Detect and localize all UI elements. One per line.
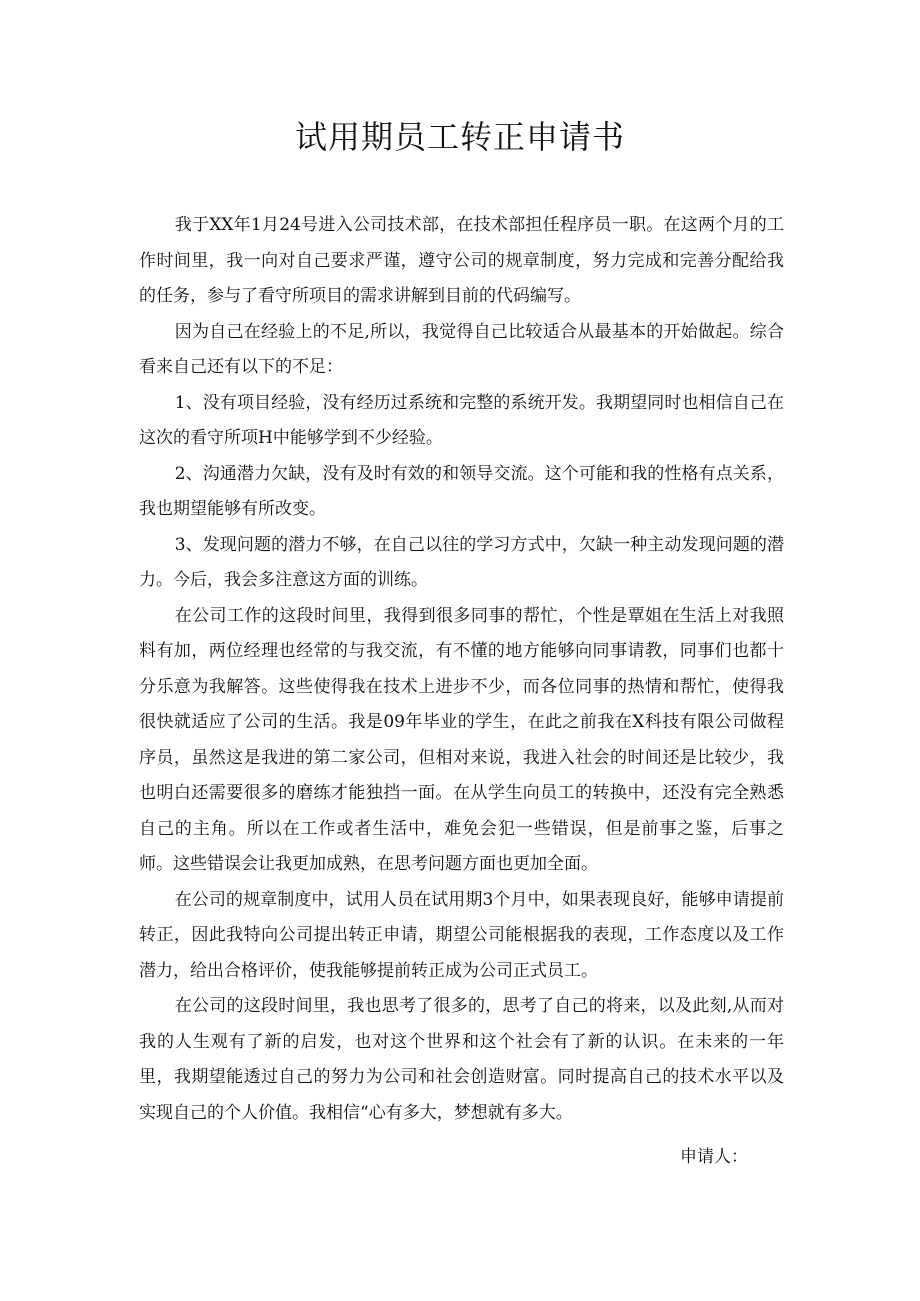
document-body bbox=[139, 208, 784, 1131]
paragraph-shortcoming-1: 1、没有项目经验，没有经历过系统和完整的系统开发。我期望同时也相信自己在这次的看守所项H中能够学到不少经验。 bbox=[139, 392, 784, 448]
paragraph-shortcoming-3: 3、发现问题的潜力不够，在自己以往的学习方式中，欠缺一种主动发现问题的潜力。今后，我会多注意这方面的训练。 bbox=[139, 534, 784, 590]
paragraph-shortcoming-2: 2、沟通潜力欠缺，没有及时有效的和领导交流。这个可能和我的性格有点关系，我也期望能够有所改变。 bbox=[139, 463, 784, 519]
paragraph-intro: 我于XX年1月24号进入公司技术部，在技术部担任程序员一职。在这两个月的工作时间里，我一向对自己要求严谨，遵守公司的规章制度，努力完成和完善分配给我的任务，参与了看守所项目的需求讲解到目前的代码编写。 bbox=[139, 215, 784, 306]
paragraph-application: 在公司的规章制度中，试用人员在试用期3个月中，如果表现良好，能够申请提前转正，因此我特向公司提出转正申请，期望公司能根据我的表现，工作态度以及工作潜力，给出合格评价，使我能够提前转正成为公司正式员工。 bbox=[139, 889, 784, 981]
paragraph-conclusion: 在公司的这段时间里，我也思考了很多的，思考了自己的将来，以及此刻,从而对我的人生观有了新的启发，也对这个世界和这个社会有了新的认识。在未来的一年里，我期望能透过自己的努力为公司和社会创造财富。同时提高自己的技术水平以及实现自己的个人价值。我相信“心有多大，梦想就有多大。 bbox=[139, 996, 784, 1123]
paragraph-shortcomings-intro: 因为自己在经验上的不足,所以，我觉得自己比较适合从最基本的开始做起。综合看来自己还有以下的不足： bbox=[139, 321, 784, 377]
signature-label: 申请人： bbox=[680, 1147, 748, 1167]
document-title: 试用期员工转正申请书 bbox=[294, 118, 625, 156]
paragraph-colleagues: 在公司工作的这段时间里，我得到很多同事的帮忙，个性是覃姐在生活上对我照料有加，两位经理也经常的与我交流，有不懂的地方能够向同事请教，同事们也都十分乐意为我解答。这些使得我在技术上进步不少，而各位同事的热情和帮忙，使得我很快就适应了公司的生活。我是09年毕业的学生，在此之前我在X科技有限公司做程序员，虽然这是我进的第二家公司，但相对来说，我进入社会的时间还是比较少，我也明白还需要很多的磨练才能独挡一面。在从学生向员工的转换中，还没有完全熟悉自己的主角。所以在工作或者生活中，难免会犯一些错误，但是前事之鉴，后事之师。这些错误会让我更加成熟，在思考问题方面也更加全面。 bbox=[139, 605, 784, 874]
